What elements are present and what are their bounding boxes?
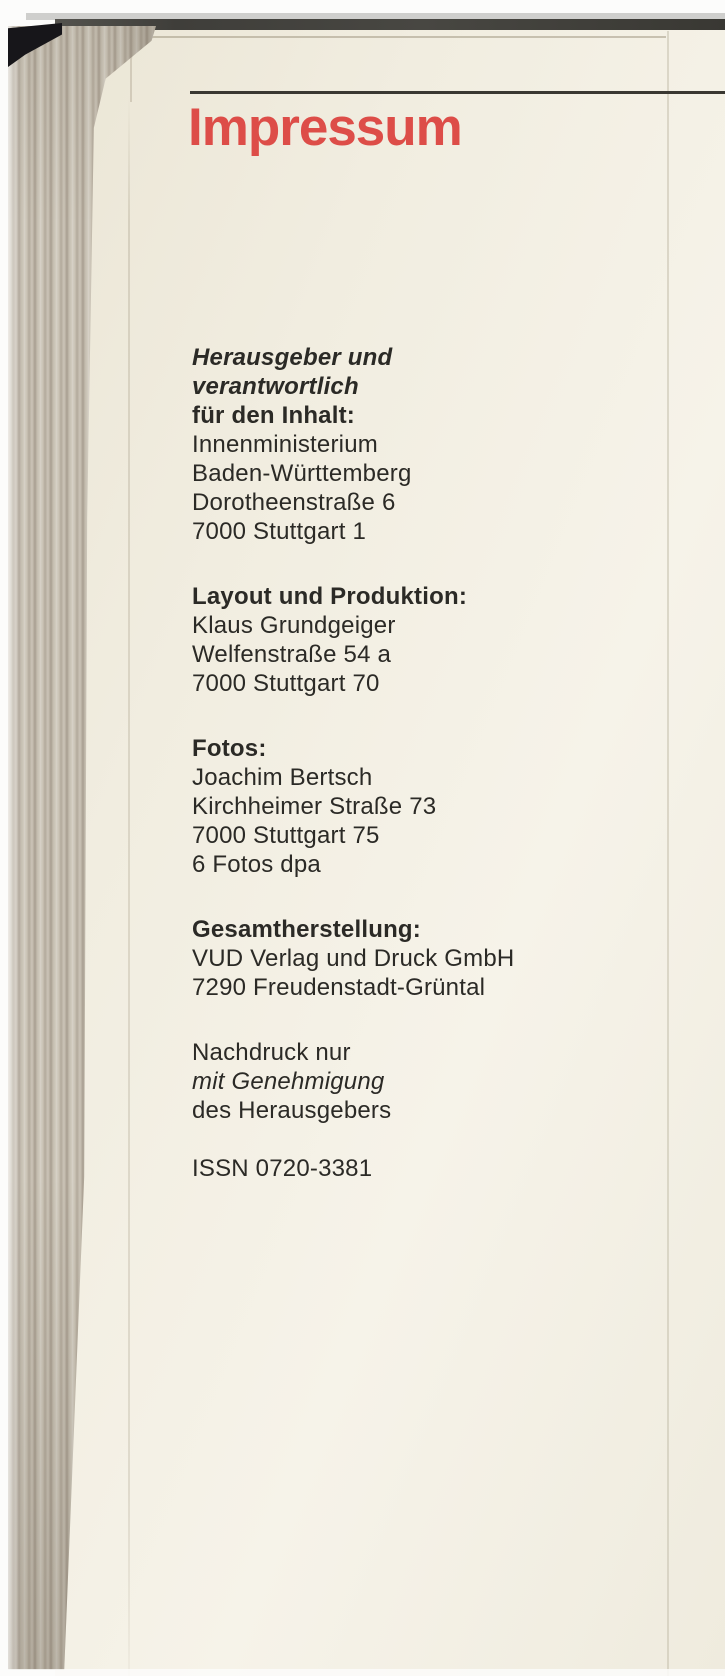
section-text-line: ISSN 0720-3381 bbox=[192, 1155, 373, 1182]
page-right-edge-line bbox=[667, 31, 669, 1676]
section-heading-line: Gesamtherstellung: bbox=[192, 916, 421, 943]
section-text-line: VUD Verlag und Druck GmbH bbox=[192, 945, 515, 972]
imprint-section bbox=[192, 1154, 662, 1183]
scanner-bottom-fade bbox=[0, 1669, 725, 1676]
imprint-content bbox=[192, 343, 662, 1183]
section-text-line: mit Genehmigung bbox=[192, 1068, 385, 1095]
section-text-line: Nachdruck nur bbox=[192, 1039, 351, 1066]
page-crease-line bbox=[128, 95, 130, 1676]
section-text-line: 7000 Stuttgart 1 bbox=[192, 518, 366, 545]
imprint-section bbox=[192, 734, 662, 879]
section-text-line: 7000 Stuttgart 70 bbox=[192, 670, 380, 697]
section-text-line: Kirchheimer Straße 73 bbox=[192, 793, 437, 820]
imprint-section bbox=[192, 343, 662, 546]
imprint-section bbox=[192, 915, 662, 1002]
section-text-line: Joachim Bertsch bbox=[192, 764, 373, 791]
section-heading-line: Herausgeber und bbox=[192, 344, 393, 371]
section-heading-line: Fotos: bbox=[192, 735, 267, 762]
imprint-section bbox=[192, 582, 662, 698]
section-text-line: 7290 Freudenstadt-Grüntal bbox=[192, 974, 486, 1001]
page-title: Impressum bbox=[188, 98, 462, 157]
imprint-section bbox=[192, 1038, 662, 1125]
section-text-line: Baden-Württemberg bbox=[192, 460, 412, 487]
section-text-line: Welfenstraße 54 a bbox=[192, 641, 392, 668]
section-text-line: Klaus Grundgeiger bbox=[192, 612, 396, 639]
section-text-line: Dorotheenstraße 6 bbox=[192, 489, 396, 516]
section-text-line: 6 Fotos dpa bbox=[192, 851, 321, 878]
section-heading-line: verantwortlich bbox=[192, 373, 359, 400]
section-text-line: 7000 Stuttgart 75 bbox=[192, 822, 380, 849]
section-heading-line: Layout und Produktion: bbox=[192, 583, 468, 610]
section-text-line: Innenministerium bbox=[192, 431, 378, 458]
section-heading-line: für den Inhalt: bbox=[192, 402, 355, 429]
section-text-line: des Herausgebers bbox=[192, 1097, 392, 1124]
title-rule bbox=[190, 91, 725, 94]
